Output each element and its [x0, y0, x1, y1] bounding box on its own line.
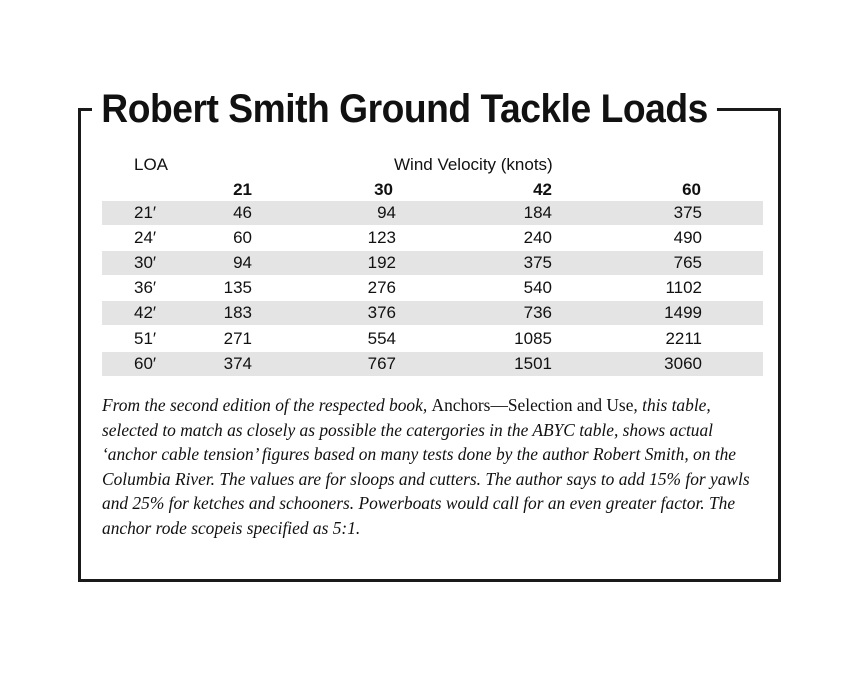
loa-header: LOA: [134, 155, 169, 174]
load-value-cell: 490: [673, 228, 702, 248]
wind-velocity-header: Wind Velocity (knots): [394, 155, 553, 174]
caption-book-title: Anchors—Selection and Use: [431, 395, 634, 415]
load-value-cell: 94: [233, 253, 252, 273]
load-value-cell: 240: [523, 228, 552, 248]
load-value-cell: 60: [233, 228, 252, 248]
load-value-cell: 184: [523, 203, 552, 222]
load-value-cell: 123: [367, 228, 396, 248]
caption-body: , this table, selected to match as closely as possible the catergories in the ABYC table, shows actual ‘anchor cable tension’ figures based on many tests done by the author Robert Smith, on the Columbia River. The values are for sloops and cutters. The author says to add 15% for yawls and 25% for ketches and schooners. Powerboats would call for an even greater factor. The anchor rode scopeis specified as 5:1.: [102, 395, 750, 538]
caption-intro: From the second edition of the respected book,: [102, 395, 432, 415]
load-value-cell: 1501: [514, 353, 552, 373]
table-row: [102, 276, 763, 300]
load-value-cell: 554: [367, 328, 396, 348]
table-caption: [102, 393, 766, 540]
load-value-cell: 375: [523, 253, 552, 273]
load-value-cell: 135: [223, 278, 252, 298]
load-value-cell: 94: [377, 203, 396, 222]
speed-header-21: 21: [233, 180, 252, 199]
load-value-cell: 271: [223, 328, 252, 348]
load-value-cell: 736: [523, 303, 552, 323]
table-row: [102, 226, 763, 250]
loa-cell: 42′: [134, 303, 157, 323]
load-value-cell: 1085: [514, 328, 552, 348]
table-row: [102, 327, 763, 351]
loa-cell: 24′: [134, 228, 157, 248]
load-value-cell: 276: [367, 278, 396, 298]
load-value-cell: 767: [367, 353, 396, 373]
loa-cell: 60′: [134, 353, 157, 373]
load-value-cell: 2211: [665, 328, 702, 348]
speed-header-42: 42: [533, 180, 552, 199]
loa-cell: 21′: [134, 203, 157, 222]
table-row: [102, 201, 763, 225]
speed-header-30: 30: [374, 180, 393, 199]
page-title: Robert Smith Ground Tackle Loads: [92, 86, 717, 132]
load-value-cell: 540: [523, 278, 552, 298]
load-value-cell: 765: [673, 253, 702, 273]
load-value-cell: 374: [223, 353, 252, 373]
table-row: [102, 301, 763, 325]
load-value-cell: 192: [367, 253, 396, 273]
loa-cell: 51′: [134, 328, 157, 348]
load-value-cell: 3060: [664, 353, 702, 373]
load-value-cell: 46: [233, 203, 252, 222]
table-row: [102, 251, 763, 275]
loa-cell: 36′: [134, 278, 157, 298]
load-value-cell: 375: [673, 203, 702, 222]
speed-header-60: 60: [682, 180, 701, 199]
load-value-cell: 183: [223, 303, 252, 323]
loa-cell: 30′: [134, 253, 157, 273]
load-value-cell: 376: [367, 303, 396, 323]
load-value-cell: 1499: [664, 303, 702, 323]
load-value-cell: 1102: [665, 278, 702, 298]
table-row: [102, 352, 763, 376]
